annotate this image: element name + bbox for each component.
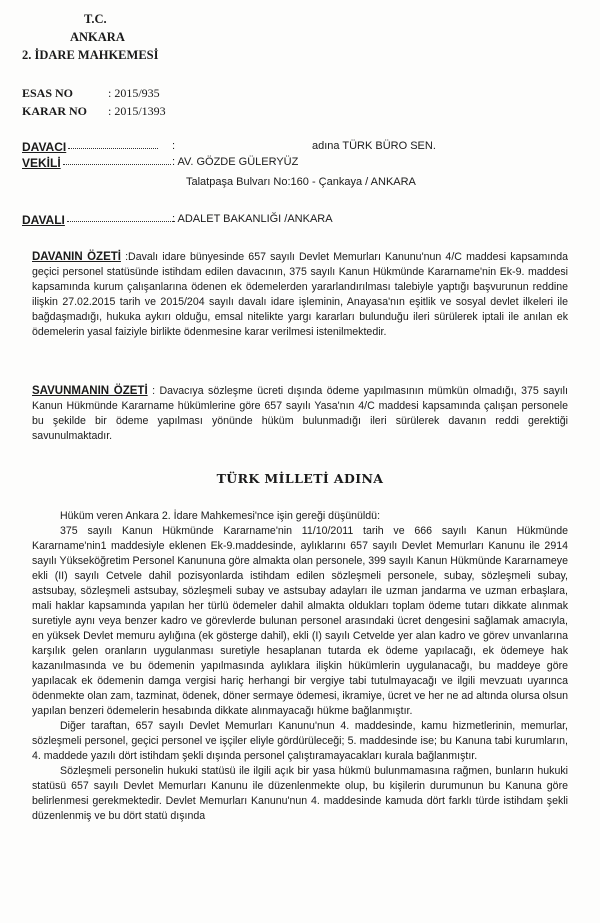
reasoning-paragraph-2: Diğer taraftan, 657 sayılı Devlet Memurları Kanunu'nun 4. maddesinde, kamu hizmetlerinin, memurlar, sözleşmeli personel, geçici personel ve işçiler eliyle gördürüleceği; 5. maddesinde ise; bu Kanuna tabi kurumların, 4. maddede yazılı dört istihdam şekli dışında personel çalıştıramayacakları kurala bağlanmıştır. bbox=[32, 720, 568, 762]
reasoning bbox=[32, 509, 568, 824]
court-name: 2. İDARE MAHKEMESİ bbox=[22, 48, 159, 62]
davaci-value: adına TÜRK BÜRO SEN. bbox=[312, 140, 436, 152]
defense-summary-text: : Davacıya sözleşme ücreti dışında ödeme yapılmasının mümkün olmadığı, 375 sayılı Kanun Hükmünde Kararname hükümlerine göre 657 sayılı Yasa'nın 4/C maddesi kapsamında çalışan personele bu şekilde bir ödeme yapılması yönünde hüküm bulunmadığı ileri sürülerek davanın reddi gerektiği savunulmaktadır. bbox=[32, 385, 568, 442]
city: ANKARA bbox=[70, 30, 125, 44]
reasoning-paragraph-3: Sözleşmeli personelin hukuki statüsü ile ilgili açık bir yasa hükmü bulunmamasına rağmen, bunların hukuki statüsü 657 sayılı Devlet Memurları Kanunu ile düzenlenmekte olup, bu kişilerin durumunun bu Kanuna göre belirlenmesi gerekmektedir. Devlet Memurları Kanunu'nun 4. maddesinde kamuda dört farklı türde istihdam şekli düzenlenmiş ve bu dört statü dışında bbox=[32, 765, 568, 822]
defense-summary bbox=[32, 384, 568, 444]
karar-label: KARAR NO bbox=[22, 104, 87, 118]
country-abbrev: T.C. bbox=[84, 12, 107, 26]
vekili-label: VEKİLİ bbox=[22, 156, 171, 170]
defense-summary-label: SAVUNMANIN ÖZETİ bbox=[32, 385, 148, 397]
karar-value: : 2015/1393 bbox=[108, 104, 166, 118]
vekili-address: Talatpaşa Bulvarı No:160 - Çankaya / ANKARA bbox=[186, 176, 416, 188]
esas-value: : 2015/935 bbox=[108, 86, 160, 100]
davali-value: : ADALET BAKANLIĞI /ANKARA bbox=[172, 213, 333, 225]
davali-label: DAVALI bbox=[22, 213, 175, 227]
case-summary-text: :Davalı idare bünyesinde 657 sayılı Devlet Memurları Kanunu'nun 4/C maddesi kapsamında geçici personel statüsünde istihdam edilen davacının, 375 sayılı Kanun Hükmünde Kararname'nin Ek-9. maddesi kapsamında kurum çalışanlarına ödenen ek ödemelerden yararlandırılması talebiyle yaptığı başvurunun reddine ilişkin 27.02.2015 tarih ve 2015/204 sayılı davalı idare işleminin, Anayasa'nın eşitlik ve sosyal devlet ilkeleri ile bağdaşmadığı, hukuka aykırı olduğu, emsal nitelikte yargı kararları bulunduğu ileri sürülerek iptali ile anılan ek ödemelerin yasal faiziyle birlikte ödenmesine karar verilmesi istenilmektedir. bbox=[32, 251, 568, 338]
case-summary bbox=[32, 250, 568, 340]
reasoning-paragraph-1: 375 sayılı Kanun Hükmünde Kararname'nin 11/10/2011 tarih ve 666 sayılı Kanun Hükmünde Kararname'nin1 maddesiyle eklenen Ek-9.maddesinde, aylıklarını 657 sayılı Devlet Memurları Kanunu ile 2914 sayılı Yükseköğretim Personel Kanununa göre almakta olan personele, 399 sayılı Kanun Hükmünde Kararnameye ekli (II) sayılı Cetvele dahil pozisyonlarda istihdam edilen sözleşmeli personele, subay, sözleşmeli subay, astsubay, sözleşmeli astsubay, sözleşmeli subay ve astsubay adayları ile uzman jandarma ve uzman erbaşlara, mali haklar kapsamında yapılan her türlü ödemeler dahil almakta oldukları toplam ödeme tutarı dikkate alınmak suretiyle aynı veya benzer kadro ve görevlerde bulunan personel arasındaki ücret dengesini sağlamak amacıyla, en yüksek Devlet memuru aylığına (ek gösterge dahil), ekli (I) sayılı Cetvelde yer alan kadro ve görev unvanlarına karşılık gelen oranların uygulanması suretiyle hesaplanan tutarda ek ödeme yapılacağı, ek ödemeye hak kazanılmasında ve bu ödemenin yapılmasında aylıklara ilişkin hükümlerin uygulanacağı, bu maddeye göre yapılacak ek ödemenin damga vergisi hariç herhangi bir vergiye tabi tutulmayacağı ve ilgili mevzuatı uyarınca ödenmekte olan zam, tazminat, ödenek, döner sermaye ödemesi, ikramiye, ücret ve her ne ad altında olursa olsun yapılan benzeri ödemelerin hesabında dikkate alınmayacağı hükme bağlanmıştır. bbox=[32, 525, 568, 717]
vekili-value: : AV. GÖZDE GÜLERYÜZ bbox=[172, 156, 299, 168]
davaci-label: DAVACI bbox=[22, 140, 158, 154]
esas-label: ESAS NO bbox=[22, 86, 74, 100]
case-summary-label: DAVANIN ÖZETİ bbox=[32, 251, 121, 263]
davaci-colon: : bbox=[172, 140, 176, 152]
section-title: TÜRK MİLLETİ ADINA bbox=[216, 471, 384, 486]
reasoning-intro: Hüküm veren Ankara 2. İdare Mahkemesi'nce işin gereği düşünüldü: bbox=[60, 510, 381, 522]
